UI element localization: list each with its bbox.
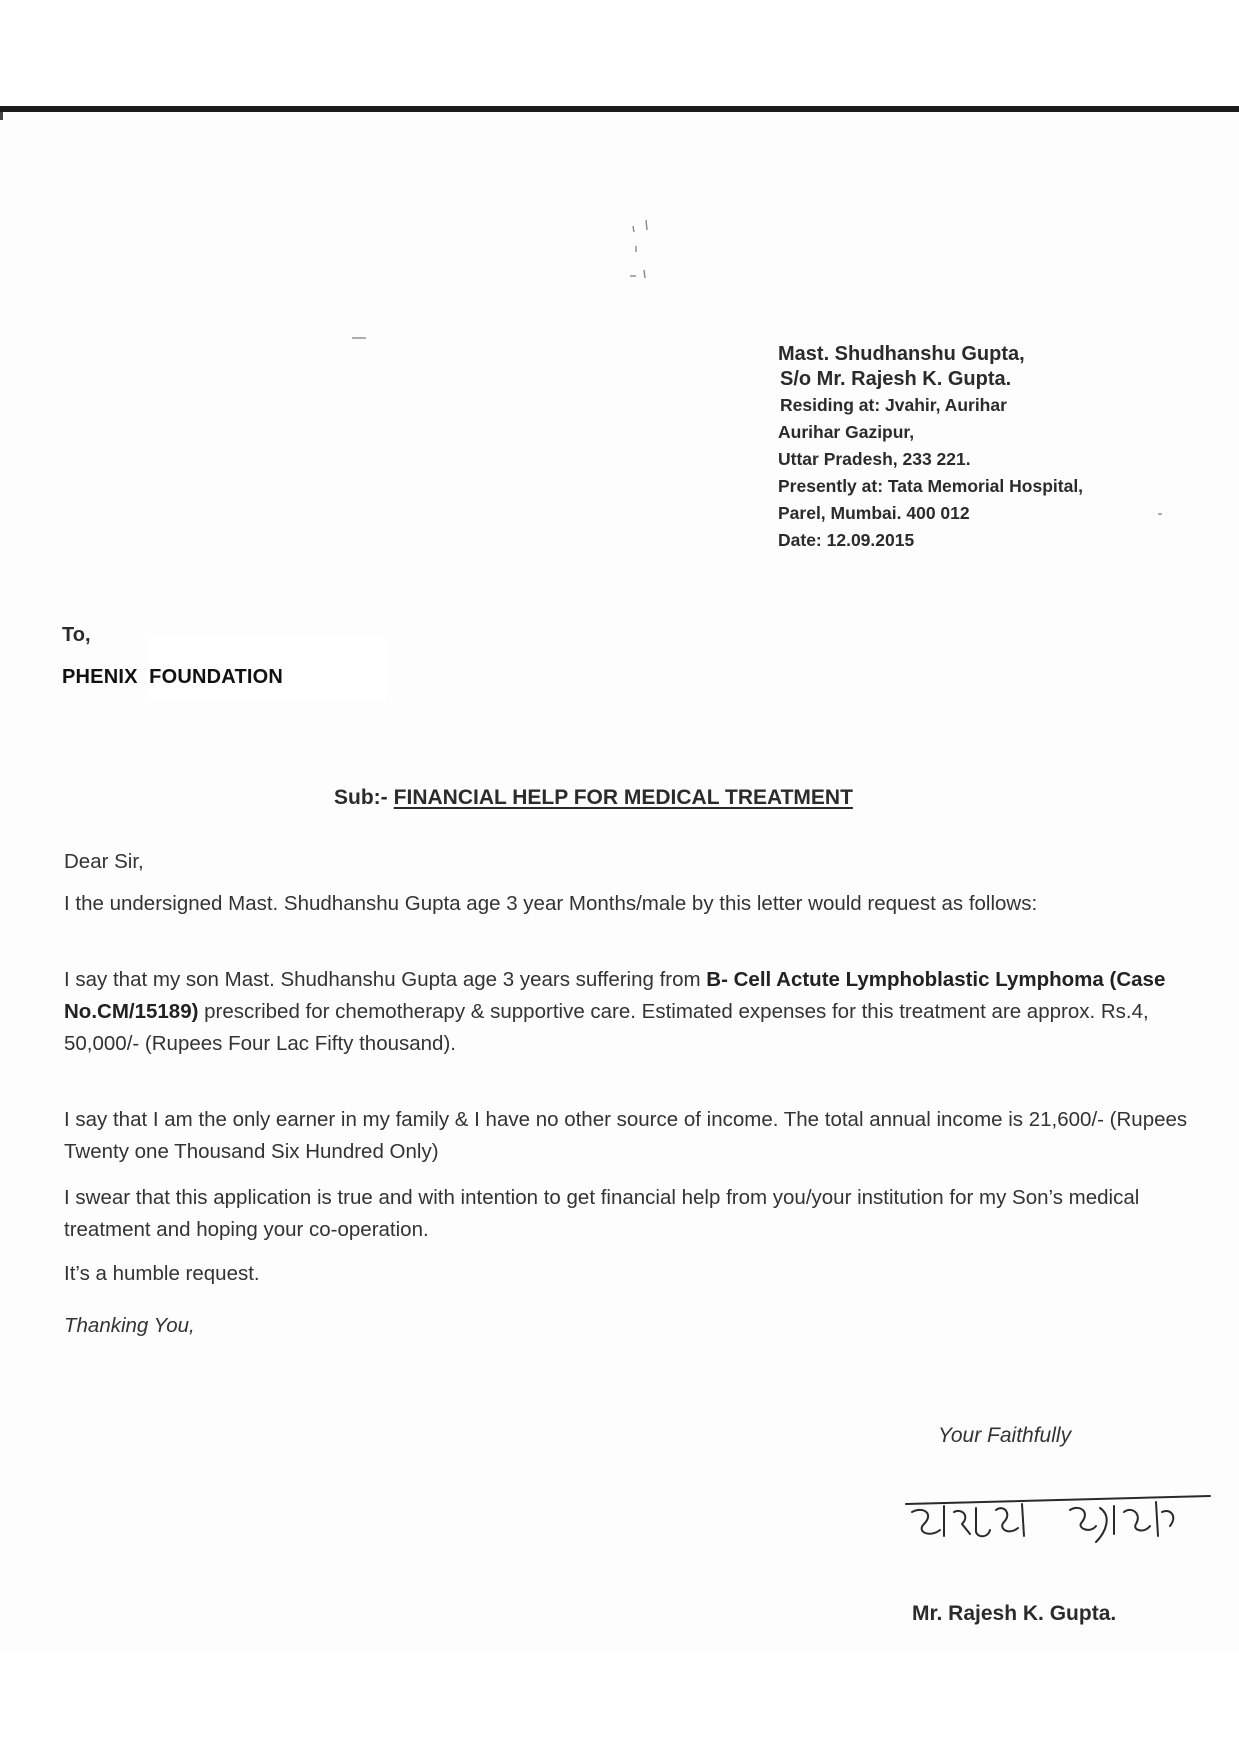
sender-present-location: Presently at: Tata Memorial Hospital, bbox=[778, 476, 1084, 496]
paragraph-humble-request: It’s a humble request. bbox=[64, 1262, 260, 1285]
subject-label: Sub:- bbox=[334, 786, 388, 809]
sender-address-block bbox=[778, 342, 1198, 554]
diagnosis-name: B- Cell Actute Lymphoblastic Lymphoma (Case No.CM/15189) bbox=[64, 968, 1166, 1023]
diagnosis-lead: I say that my son Mast. Shudhanshu Gupta age 3 years suffering from bbox=[64, 968, 707, 991]
sender-relation: S/o Mr. Rajesh K. Gupta. bbox=[780, 368, 1012, 390]
signer-name: Mr. Rajesh K. Gupta. bbox=[912, 1602, 1117, 1625]
diagnosis-tail: prescribed for chemotherapy & supportive care. Estimated expenses for this treatment are approx. Rs.4, 50,000/- (Rupees Four Lac Fifty thousand). bbox=[64, 1000, 1149, 1055]
closing-thanks: Thanking You, bbox=[64, 1314, 195, 1337]
sender-city: Parel, Mumbai. 400 012 bbox=[778, 503, 970, 523]
salutation: Dear Sir, bbox=[64, 850, 144, 873]
recipient-name: PHENIX FOUNDATION bbox=[62, 666, 284, 688]
paragraph-request: I the undersigned Mast. Shudhanshu Gupta age 3 year Months/male by this letter would request as follows: bbox=[64, 892, 1038, 915]
paragraph-income: I say that I am the only earner in my family & I have no other source of income. The total annual income is 21,600/- (Rupees Twenty one Thousand Six Hundred Only) bbox=[64, 1108, 1188, 1163]
handwritten-signature bbox=[900, 1482, 1220, 1552]
to-label-block bbox=[62, 624, 91, 647]
sender-town: Aurihar Gazipur, bbox=[778, 422, 915, 442]
letter-date: Date: 12.09.2015 bbox=[778, 530, 915, 550]
paragraph-diagnosis bbox=[64, 964, 1214, 1060]
subject-title: FINANCIAL HELP FOR MEDICAL TREATMENT bbox=[393, 786, 853, 809]
sender-state: Uttar Pradesh, 233 221. bbox=[778, 449, 971, 469]
paragraph-declaration: I swear that this application is true and with intention to get financial help from you/your institution for my Son’s medical treatment and hoping your co-operation. bbox=[64, 1186, 1140, 1241]
to-label: To, bbox=[62, 624, 91, 646]
complimentary-close: Your Faithfully bbox=[938, 1424, 1072, 1447]
sender-name: Mast. Shudhanshu Gupta, bbox=[778, 343, 1025, 365]
sender-residence: Residing at: Jvahir, Aurihar bbox=[780, 395, 1007, 415]
